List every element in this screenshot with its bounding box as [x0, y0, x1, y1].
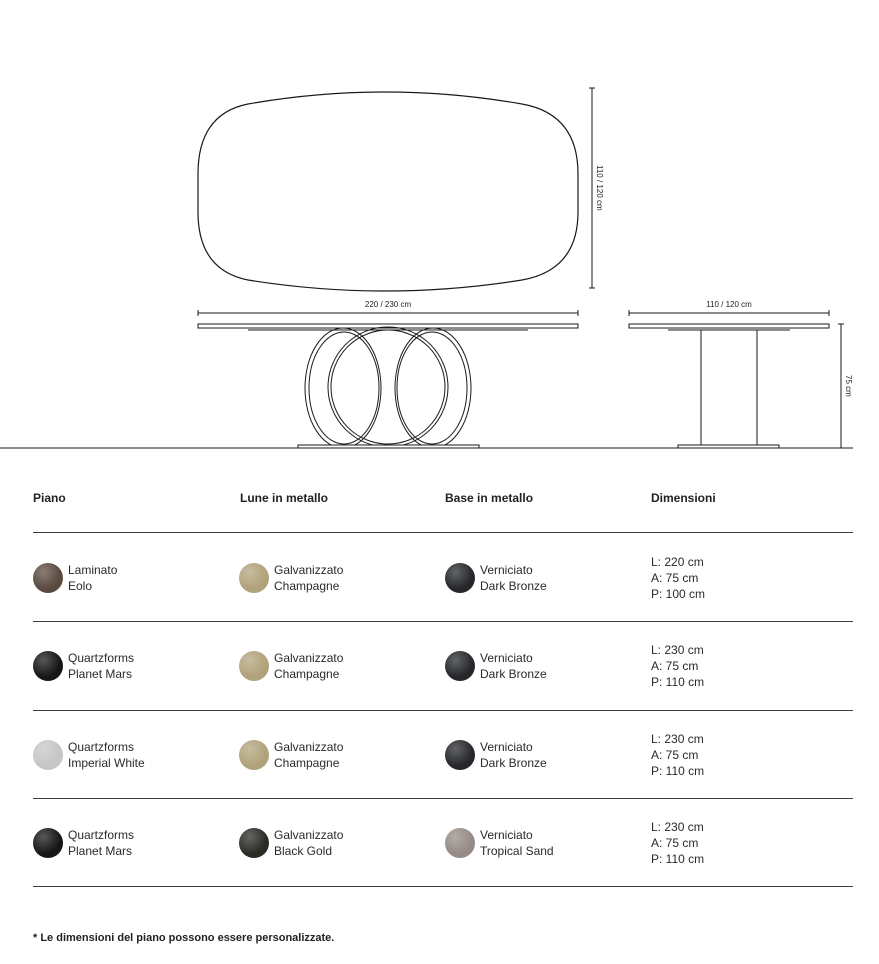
base-line2: Tropical Sand [480, 843, 554, 858]
lune-line1: Galvanizzato [274, 827, 344, 842]
lune-label [274, 562, 343, 594]
lune-label [274, 650, 343, 682]
base-label [480, 827, 554, 859]
lune-line2: Champagne [274, 667, 340, 682]
row-divider [33, 798, 853, 799]
piano-cell [33, 827, 134, 859]
dimension-l: L: 230 cm [651, 731, 704, 746]
piano-label [68, 827, 134, 859]
lune-line2: Champagne [274, 579, 340, 593]
lune-line1: Galvanizzato [274, 651, 344, 666]
dimensions-cell [651, 642, 704, 690]
header-dimensioni: Dimensioni [651, 491, 716, 505]
header-base: Base in metallo [445, 491, 534, 505]
piano-cell [33, 739, 145, 771]
lune-swatch [239, 563, 269, 593]
row-divider [33, 710, 853, 711]
lune-cell [239, 739, 343, 771]
dimension-a: A: 75 cm [651, 571, 699, 585]
dimension-p: P: 110 cm [651, 675, 705, 690]
tabletop-top-view [198, 92, 578, 291]
header-piano: Piano [33, 491, 66, 505]
dimension-p: P: 100 cm [651, 587, 706, 601]
lune-line1: Galvanizzato [274, 563, 344, 577]
dimension-p: P: 110 cm [651, 851, 705, 866]
piano-swatch [33, 828, 63, 858]
header-lune: Lune in metallo [240, 491, 329, 505]
piano-label [68, 562, 117, 594]
dimensions-cell [651, 731, 704, 779]
piano-line1: Quartzforms [68, 827, 135, 842]
row-divider [33, 886, 853, 887]
base-cell [445, 827, 554, 859]
lune-cell [239, 562, 343, 594]
side-view-height-label: 75 cm [844, 375, 853, 397]
dimension-l: L: 230 cm [651, 819, 704, 834]
base-line1: Verniciato [480, 739, 533, 754]
piano-cell [33, 650, 134, 682]
front-view-width-label: 220 / 230 cm [364, 300, 412, 309]
lune-swatch [239, 828, 269, 858]
footnote: * Le dimensioni del piano possono essere personalizzate. [33, 932, 335, 944]
table-front-view [198, 324, 578, 448]
dimension-p: P: 110 cm [651, 763, 705, 778]
lune-line1: Galvanizzato [274, 739, 344, 754]
base-line1: Verniciato [480, 563, 533, 577]
base-label [480, 650, 547, 682]
top-view-depth-label: 110 / 120 cm [595, 165, 604, 211]
lune-line2: Black Gold [274, 843, 333, 858]
piano-line2: Imperial White [68, 755, 145, 770]
lune-cell [239, 827, 343, 859]
base-label [480, 562, 547, 594]
lune-line2: Champagne [274, 755, 340, 770]
base-line2: Dark Bronze [480, 667, 547, 682]
piano-line1: Quartzforms [68, 739, 135, 754]
piano-label [68, 739, 145, 771]
dimension-a: A: 75 cm [651, 835, 699, 850]
dimension-a: A: 75 cm [651, 659, 699, 674]
dimension-l: L: 220 cm [651, 555, 704, 569]
piano-line1: Quartzforms [68, 651, 135, 666]
row-divider [33, 532, 853, 533]
table-technical-drawing [0, 0, 879, 455]
lune-label [274, 827, 343, 859]
piano-line2: Planet Mars [68, 843, 133, 858]
dimensions-cell [651, 819, 704, 867]
base-line1: Verniciato [480, 827, 533, 842]
piano-line1: Laminato [68, 563, 118, 577]
piano-swatch [33, 651, 63, 681]
lune-swatch [239, 651, 269, 681]
base-swatch [445, 563, 475, 593]
base-line2: Dark Bronze [480, 579, 547, 593]
front-view-width-dimension [198, 310, 578, 316]
base-swatch [445, 828, 475, 858]
dimension-a: A: 75 cm [651, 747, 699, 762]
piano-swatch [33, 563, 63, 593]
top-view-depth-dimension [589, 88, 595, 288]
piano-line2: Eolo [68, 579, 93, 593]
base-cell [445, 562, 547, 594]
lune-cell [239, 650, 343, 682]
base-cell [445, 650, 547, 682]
base-swatch [445, 740, 475, 770]
base-cell [445, 739, 547, 771]
lune-swatch [239, 740, 269, 770]
base-label [480, 739, 547, 771]
piano-label [68, 650, 134, 682]
side-view-width-dimension [629, 310, 829, 316]
dimensions-cell [651, 554, 705, 602]
piano-swatch [33, 740, 63, 770]
piano-line2: Planet Mars [68, 667, 133, 682]
dimension-l: L: 230 cm [651, 643, 704, 658]
base-swatch [445, 651, 475, 681]
lune-label [274, 739, 343, 771]
base-line1: Verniciato [480, 651, 533, 666]
piano-cell [33, 562, 117, 594]
side-view-height-dimension [838, 324, 844, 448]
base-line2: Dark Bronze [480, 755, 547, 770]
row-divider [33, 621, 853, 622]
side-view-width-label: 110 / 120 cm [706, 300, 752, 309]
table-side-view [629, 324, 829, 448]
